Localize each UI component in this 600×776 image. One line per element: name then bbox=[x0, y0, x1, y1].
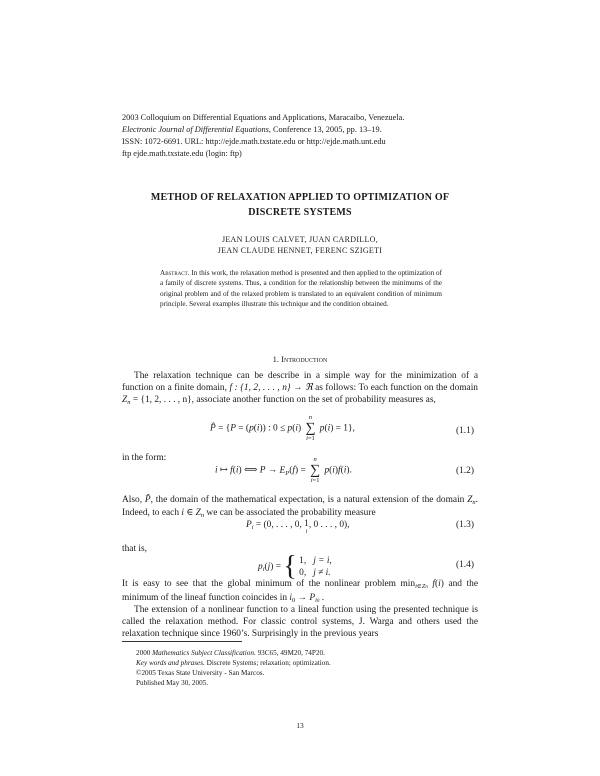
section-number: 1. bbox=[272, 354, 280, 364]
equation-1-1: P̂ = {P = (p(i)) : 0 ≤ p(i) n ∑ i=1 p(i) = 1}, bbox=[210, 414, 355, 442]
text-span: as follows: To each function on the domain bbox=[315, 383, 478, 393]
equation-1-3-number: (1.3) bbox=[456, 520, 474, 530]
equation-1-3: $P_i = (0$, . . . , 0, 1 i , 0 . . . , 0), bbox=[246, 519, 350, 535]
header-line-3: ISSN: 1072-6691. URL: http://ejde.math.txstate.edu or http://ejde.math.unt.edu bbox=[122, 137, 386, 146]
equation-1-4: $p_i(j)$ = { 1, j = i, 0, j ≠ i. bbox=[258, 551, 332, 582]
paragraph-3: It is easy to see that the global minimum of the nonlinear problem $\min_{i\in Zn} f(i)$ and the minimum of the lineaf function coincides in $i_0 \to P_{i0}$ . bbox=[122, 579, 478, 604]
equation-1-2: i ↦ f(i) ⟺ $P \to E_P(f)$ = n ∑ i=1 p(i)f(i). bbox=[215, 456, 352, 484]
case-2-condition: j ≠ i. bbox=[313, 568, 331, 578]
text-span: we can be associated the probability measure bbox=[206, 508, 376, 518]
footnote-msc bbox=[136, 648, 325, 658]
msc-title: Mathematics Subject Classification. bbox=[152, 649, 256, 657]
page-number: 13 bbox=[296, 721, 304, 730]
text-span: It is easy to see that the global minimum of the nonlinear problem min bbox=[122, 579, 416, 589]
case-1-condition: j = i, bbox=[313, 556, 332, 566]
that-is: that is, bbox=[122, 544, 147, 554]
section-title: Introduction bbox=[281, 354, 328, 364]
authors-line-2: JEAN CLAUDE HENNET, FERENC SZIGETI bbox=[217, 246, 383, 255]
text-span: The relaxation technique can be describe in a simple way for the minimization of a function on a finite domain, bbox=[122, 371, 478, 393]
paper-title bbox=[100, 190, 500, 220]
footnote-rule bbox=[122, 641, 242, 642]
math-span: Z bbox=[122, 395, 128, 405]
text-span: = {1, 2, . . . , n}, associate another function on the set of probability measures as, bbox=[132, 395, 436, 405]
abstract-text: In this work, the relaxation method is presented and then applied to the optimization of a family of discrete systems. Thus, a condition for the relationship between the minimums of the original problem and of the relaxed problem is translated to an equivalent condition of minimum principle. Several examples illustrate this technique and the condition obtained. bbox=[160, 269, 443, 309]
title-line-2: DISCRETE SYSTEMS bbox=[248, 207, 352, 218]
case-2-value: 0, bbox=[299, 568, 307, 578]
text-span: , the domain of the mathematical expectation, is a natural extension of the domain bbox=[150, 495, 465, 505]
msc-codes: 93C65, 49M20, 74P20. bbox=[257, 649, 325, 657]
authors-line-1: JEAN LOUIS CALVET, JUAN CARDILLO, bbox=[221, 235, 379, 244]
brace: { bbox=[283, 551, 297, 582]
footnote-keywords bbox=[136, 658, 331, 668]
paragraph-1 bbox=[122, 370, 478, 407]
equation-1-4-number: (1.4) bbox=[456, 560, 474, 570]
keywords-text: Discrete Systems; relaxation; optimization. bbox=[206, 659, 331, 667]
abstract bbox=[160, 268, 442, 310]
abstract-label: Abstract. bbox=[160, 269, 190, 277]
equation-1-1-number: (1.1) bbox=[456, 426, 474, 436]
section-heading bbox=[100, 354, 500, 364]
math-sub: n bbox=[127, 399, 131, 406]
math-span: f : {1, 2, . . . , n} → ℜ bbox=[229, 383, 313, 393]
case-1-value: 1, bbox=[299, 556, 307, 566]
text-span: and the minimum of the lineaf function coincides in bbox=[122, 579, 478, 603]
paragraph-2: Also, P̂, the domain of the mathematical expectation, is a natural extension of the domain $Z_n$. Indeed, to each i ∈ $Z_n$ we can be associated the probability measure bbox=[122, 495, 479, 519]
text-span: Also, bbox=[122, 495, 143, 505]
authors bbox=[100, 234, 500, 256]
in-the-form: in the form: bbox=[122, 453, 167, 463]
text-span: . Indeed, to each bbox=[122, 495, 479, 518]
msc-label: 2000 bbox=[136, 649, 151, 657]
header-line-2 bbox=[122, 124, 382, 136]
title-line-1: METHOD OF RELAXATION APPLIED TO OPTIMIZATION OF bbox=[150, 192, 450, 203]
paragraph-4: The extension of a nonlinear function to a lineal function using the presented technique is called the relaxation method. For classic control systems, J. Warga and others used the relaxation technique since 1960’s. Surprisingly in the previous years bbox=[122, 605, 478, 639]
keywords-title: Key words and phrases. bbox=[136, 659, 205, 667]
equation-1-2-number: (1.2) bbox=[456, 466, 474, 476]
journal-name: Electronic Journal of Differential Equations bbox=[122, 125, 269, 134]
header-line-1: 2003 Colloquium on Differential Equations and Applications, Maracaibo, Venezuela. bbox=[122, 113, 405, 122]
footnote-published: Published May 30, 2005. bbox=[136, 679, 209, 687]
journal-details: , Conference 13, 2005, pp. 13–19. bbox=[268, 125, 382, 134]
header-line-4: ftp ejde.math.txstate.edu (login: ftp) bbox=[122, 149, 242, 158]
footnote-copyright: ©2005 Texas State University - San Marcos. bbox=[136, 669, 265, 677]
